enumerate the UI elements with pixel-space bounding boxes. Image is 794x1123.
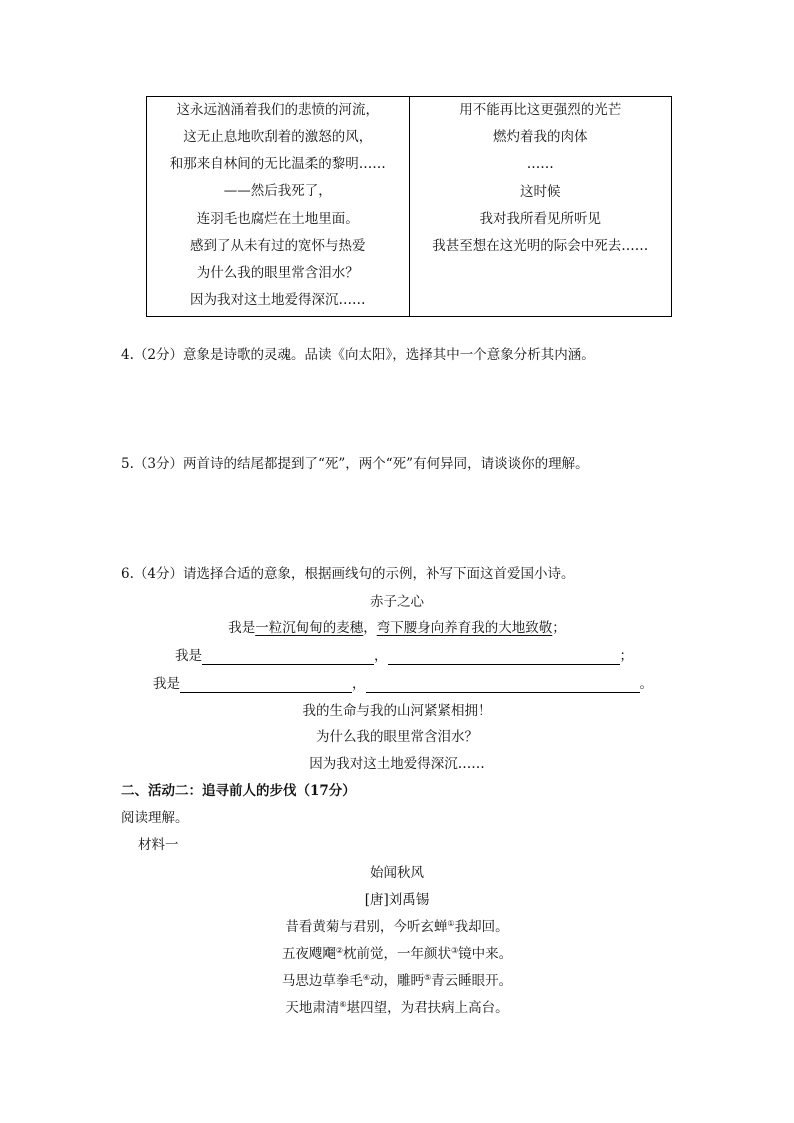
poem-text: 动，雕眄 xyxy=(370,973,424,989)
poem6-line3: 我的生命与我的山河紧紧相拥！ xyxy=(302,703,492,719)
table-left-line: 这永远汹涌着我们的悲愤的河流， xyxy=(176,102,379,118)
table-left-line: 为什么我的眼里常含泪水？ xyxy=(196,264,359,281)
poem-text: 五夜飕飗 xyxy=(281,946,336,962)
fill-blank[interactable] xyxy=(180,678,352,693)
fill-line-2-end: 。 xyxy=(639,676,653,692)
poem-text: 昔看黄菊与君别，今听玄蝉 xyxy=(285,919,448,935)
table-left-line: 这无止息地吹刮着的激怒的风， xyxy=(183,129,373,146)
footnote-marker: ⑥ xyxy=(339,1000,347,1009)
table-left-line: ——然后我死了， xyxy=(223,183,332,200)
fill-blank[interactable] xyxy=(202,650,374,665)
classical-poem-line-2 xyxy=(0,945,794,963)
table-right-line: 我甚至想在这光明的际会中死去…… xyxy=(432,237,649,254)
classical-poem-line-1 xyxy=(0,918,794,936)
table-left-line: 因为我对这土地爱得深沉…… xyxy=(190,291,366,308)
fill-line-1 xyxy=(175,647,633,665)
poem6-line4: 为什么我的眼里常含泪水？ xyxy=(316,729,478,745)
poem-comparison-table xyxy=(146,96,672,317)
fill-line-2 xyxy=(153,675,653,693)
table-right-line: 用不能再比这更强烈的光芒 xyxy=(459,102,622,118)
table-left-column xyxy=(147,97,410,316)
poem6-example-line xyxy=(0,619,794,637)
example-comma: ， xyxy=(363,620,377,636)
material-label: 材料一 xyxy=(138,837,179,853)
table-left-line: 和那来自林间的无比温柔的黎明…… xyxy=(169,156,386,173)
poem6-title: 赤子之心 xyxy=(370,594,424,610)
footnote-marker: ③ xyxy=(451,946,459,955)
footnote-marker: ① xyxy=(447,919,455,928)
question-6: 6.（4分）请选择合适的意象，根据画线句的示例，补写下面这首爱国小诗。 xyxy=(121,566,575,582)
classical-poem-line-4 xyxy=(0,999,794,1017)
fill-blank[interactable] xyxy=(366,678,640,693)
table-left-line: 感到了从未有过的宽怀与热爱 xyxy=(190,237,366,254)
poem-text: 堪四望，为君扶病上高台。 xyxy=(346,1000,509,1016)
example-prefix: 我是 xyxy=(228,620,256,636)
poem-text: 镜中来。 xyxy=(458,946,513,962)
classical-poem-author: [唐]刘禹锡 xyxy=(364,892,430,908)
fill-line-1-sep: ， xyxy=(374,648,388,664)
poem6-line5: 因为我对这土地爱得深沉…… xyxy=(309,756,485,772)
classical-poem-line-3 xyxy=(0,972,794,990)
section-2-title: 二、活动二：追寻前人的步伐（17分） xyxy=(121,783,356,799)
fill-blank[interactable] xyxy=(388,650,620,665)
poem-text: 我却回。 xyxy=(454,919,509,935)
section-2-instruction: 阅读理解。 xyxy=(121,810,189,826)
example-end: ； xyxy=(552,620,566,636)
fill-line-2-sep: ， xyxy=(352,676,366,692)
table-right-column xyxy=(410,97,672,316)
footnote-marker: ⑤ xyxy=(424,973,432,982)
classical-poem-title: 始闻秋风 xyxy=(370,865,424,881)
table-right-line: …… xyxy=(526,156,554,173)
footnote-marker: ④ xyxy=(362,973,370,982)
table-right-line: 我对我所看见所听见 xyxy=(479,210,601,227)
fill-line-2-prefix: 我是 xyxy=(153,676,180,692)
poem-text: 青云睡眼开。 xyxy=(431,973,513,989)
poem-text: 枕前觉，一年颜状 xyxy=(343,946,451,962)
table-right-line: 燃灼着我的肉体 xyxy=(493,129,588,146)
table-left-line: 连羽毛也腐烂在土地里面。 xyxy=(196,210,359,227)
question-5: 5.（3分）两首诗的结尾都提到了“死”，两个“死”有何异同，请谈谈你的理解。 xyxy=(121,456,589,472)
footnote-marker: ② xyxy=(335,946,343,955)
example-underlined-2: 弯下腰身向养育我的大地致敬 xyxy=(376,620,553,636)
poem-text: 天地肃清 xyxy=(285,1000,340,1016)
fill-line-1-prefix: 我是 xyxy=(175,648,202,664)
question-4: 4.（2分）意象是诗歌的灵魂。品读《向太阳》，选择其中一个意象分析其内涵。 xyxy=(121,347,595,363)
fill-line-1-end: ； xyxy=(619,648,633,664)
table-right-line: 这时候 xyxy=(520,183,561,200)
poem-text: 马思边草拳毛 xyxy=(281,973,363,989)
example-underlined-1: 一粒沉甸甸的麦穗 xyxy=(255,620,364,636)
